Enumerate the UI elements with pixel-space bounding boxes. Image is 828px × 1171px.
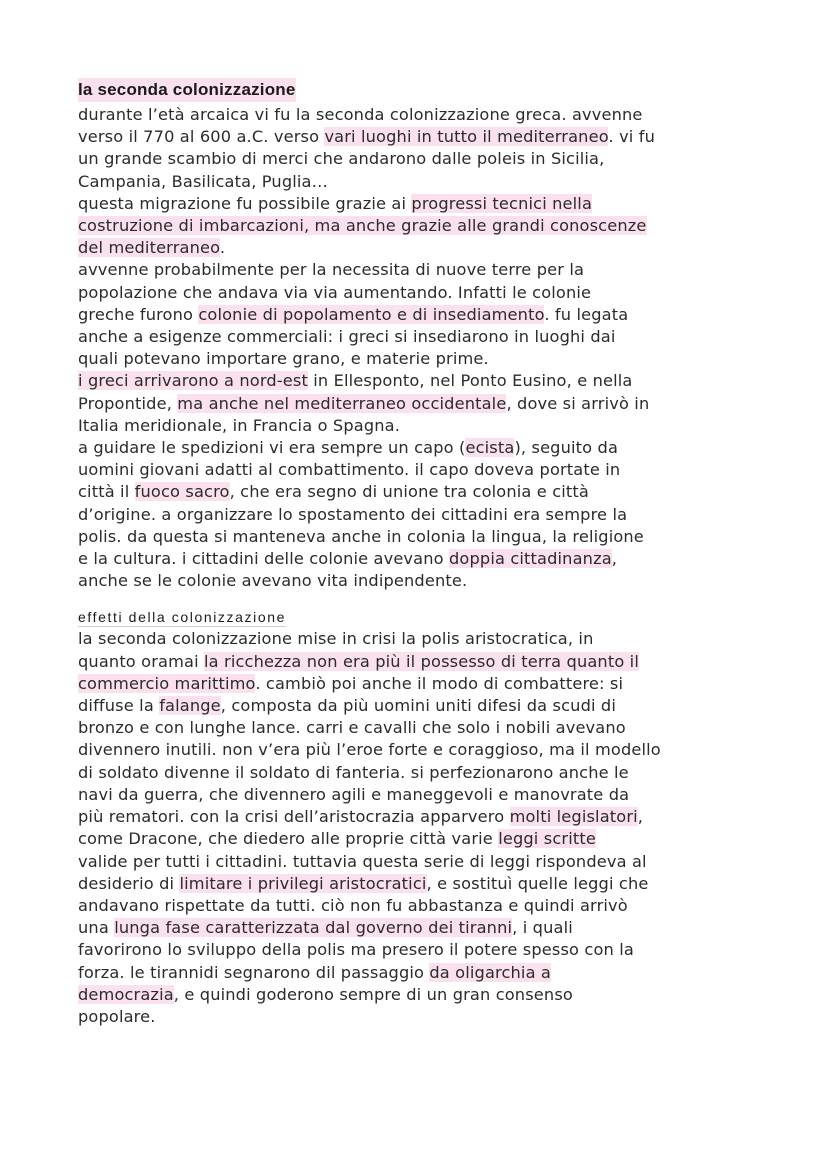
text-segment: città il [78, 482, 135, 502]
text-line [78, 673, 768, 695]
text-line [78, 762, 768, 784]
text-line [78, 126, 768, 148]
text-line [78, 259, 768, 281]
text-segment: la seconda colonizzazione mise in crisi la polis aristocratica, in [78, 629, 594, 649]
text-segment: , [637, 807, 644, 827]
text-segment: Campania, Basilicata, Puglia… [78, 171, 328, 191]
text-line [78, 828, 768, 850]
text-segment: a guidare le spedizioni vi era sempre un capo ( [78, 438, 466, 458]
text-segment: d’origine. a organizzare lo spostamento dei cittadini era sempre la [78, 504, 628, 524]
section-body-seconda-colonizzazione [78, 104, 768, 592]
text-segment: divennero inutili. non v’era più l’eroe forte e coraggioso, ma il modello [78, 740, 661, 760]
text-line [78, 504, 768, 526]
text-segment: polis. da questa si manteneva anche in colonia la lingua, la religione [78, 526, 644, 546]
text-segment: in Ellesponto, nel Ponto Eusino, e nella [307, 371, 633, 391]
text-segment: , i quali [512, 918, 573, 938]
text-line [78, 548, 768, 570]
text-line [78, 784, 768, 806]
highlighted-text: fuoco sacro [134, 482, 230, 502]
highlighted-text: da oligarchia a [429, 962, 551, 982]
highlighted-text: ecista [465, 438, 515, 458]
text-line [78, 695, 768, 717]
text-line [78, 939, 768, 961]
text-segment: desiderio di [78, 873, 180, 893]
text-line [78, 370, 768, 392]
text-segment: navi da guerra, che divennero agili e maneggevoli e manovrate da [78, 784, 630, 804]
text-segment: , e quindi goderono sempre di un gran consenso [173, 984, 573, 1004]
text-line [78, 717, 768, 739]
text-line [78, 851, 768, 873]
text-line [78, 237, 768, 259]
text-segment: popolazione che andava via via aumentando. Infatti le colonie [78, 282, 592, 302]
text-line [78, 215, 768, 237]
text-segment: verso il 770 al 600 a.C. verso [78, 127, 325, 147]
text-segment: anche se le colonie avevano vita indipendente. [78, 571, 468, 591]
text-line [78, 984, 768, 1006]
highlighted-text: costruzione di imbarcazioni, ma anche grazie alle grandi conoscenze [78, 216, 647, 236]
text-line [78, 628, 768, 650]
text-segment: quali potevano importare grano, e materie prime. [78, 349, 489, 369]
text-line [78, 806, 768, 828]
text-line [78, 148, 768, 170]
text-segment: , che era segno di unione tra colonia e città [229, 482, 589, 502]
text-segment: anche a esigenze commerciali: i greci si insediarono in luoghi dai [78, 327, 616, 347]
notes-content [78, 78, 768, 1028]
text-segment: favorirono lo sviluppo della polis ma presero il potere spesso con la [78, 940, 634, 960]
text-segment: ), seguito da [514, 438, 619, 458]
text-segment: come Dracone, che diedero alle proprie città varie [78, 829, 499, 849]
text-line [78, 570, 768, 592]
text-segment: , dove si arrivò in [506, 393, 650, 413]
text-segment: andavano rispettate da tutti. ciò non fu abbastanza e quindi arrivò [78, 895, 628, 915]
text-segment: greche furono [78, 304, 199, 324]
text-line [78, 415, 768, 437]
text-segment: , e sostituì quelle leggi che [426, 873, 649, 893]
highlighted-text: la ricchezza non era più il possesso di terra quanto il [204, 651, 639, 671]
text-line [78, 393, 768, 415]
text-segment: . cambiò poi anche il modo di combattere: si [255, 673, 624, 693]
highlighted-text: limitare i privilegi aristocratici [179, 873, 427, 893]
text-segment: avvenne probabilmente per la necessita di nuove terre per la [78, 260, 585, 280]
text-line [78, 962, 768, 984]
text-segment: . [219, 238, 226, 258]
highlighted-text: leggi scritte [498, 829, 596, 849]
text-segment: una [78, 918, 115, 938]
text-segment: . vi fu [608, 127, 656, 147]
text-line [78, 171, 768, 193]
text-segment: e la cultura. i cittadini delle colonie avevano [78, 549, 449, 569]
text-line [78, 739, 768, 761]
section-title-seconda-colonizzazione: la seconda colonizzazione [78, 78, 296, 102]
text-segment: . fu legata [544, 304, 629, 324]
text-line [78, 326, 768, 348]
text-segment: uomini giovani adatti al combattimento. il capo doveva portate in [78, 460, 621, 480]
text-segment: Propontide, [78, 393, 178, 413]
text-line [78, 282, 768, 304]
text-line [78, 193, 768, 215]
text-segment: popolare. [78, 1006, 156, 1026]
text-line [78, 873, 768, 895]
text-line [78, 104, 768, 126]
text-segment: durante l’età arcaica vi fu la seconda colonizzazione greca. avvenne [78, 105, 643, 124]
highlighted-text: democrazia [78, 984, 174, 1004]
highlighted-text: doppia cittadinanza [449, 549, 612, 569]
section-body-effetti-colonizzazione [78, 628, 768, 1028]
text-segment: diffuse la [78, 696, 160, 716]
text-segment: più rematori. con la crisi dell’aristocrazia apparvero [78, 807, 510, 827]
highlighted-text: colonie di popolamento e di insediamento [198, 304, 545, 324]
text-segment: , [611, 549, 618, 569]
text-line [78, 651, 768, 673]
text-line [78, 917, 768, 939]
highlighted-text: progressi tecnici nella [411, 193, 593, 213]
text-segment: quanto oramai [78, 651, 205, 671]
highlighted-text: i greci arrivarono a nord-est [78, 371, 308, 391]
highlighted-text: vari luoghi in tutto il mediterraneo [324, 127, 609, 147]
text-segment: di soldato divenne il soldato di fanteria. si perfezionarono anche le [78, 762, 629, 782]
highlighted-text: del mediterraneo [78, 238, 220, 258]
section-title-effetti-colonizzazione: effetti della colonizzazione [78, 609, 286, 626]
text-segment: forza. le tirannidi segnarono dil passaggio [78, 962, 430, 982]
text-line [78, 1006, 768, 1028]
text-line [78, 304, 768, 326]
highlighted-text: commercio marittimo [78, 673, 256, 693]
text-line [78, 459, 768, 481]
text-segment: un grande scambio di merci che andarono dalle poleis in Sicilia, [78, 149, 605, 169]
highlighted-text: falange [159, 696, 221, 716]
text-line [78, 481, 768, 503]
highlighted-text: lunga fase caratterizzata dal governo dei tiranni [114, 918, 513, 938]
text-segment: Italia meridionale, in Francia o Spagna. [78, 415, 401, 435]
text-line [78, 895, 768, 917]
text-line [78, 348, 768, 370]
text-line [78, 437, 768, 459]
text-segment: valide per tutti i cittadini. tuttavia questa serie di leggi rispondeva al [78, 851, 647, 871]
text-segment: questa migrazione fu possibile grazie ai [78, 193, 412, 213]
highlighted-text: molti legislatori [509, 807, 638, 827]
highlighted-text: ma anche nel mediterraneo occidentale [177, 393, 507, 413]
text-line [78, 526, 768, 548]
text-segment: bronzo e con lunghe lance. carri e cavalli che solo i nobili avevano [78, 718, 626, 738]
text-segment: , composta da più uomini uniti difesi da scudi di [220, 696, 617, 716]
